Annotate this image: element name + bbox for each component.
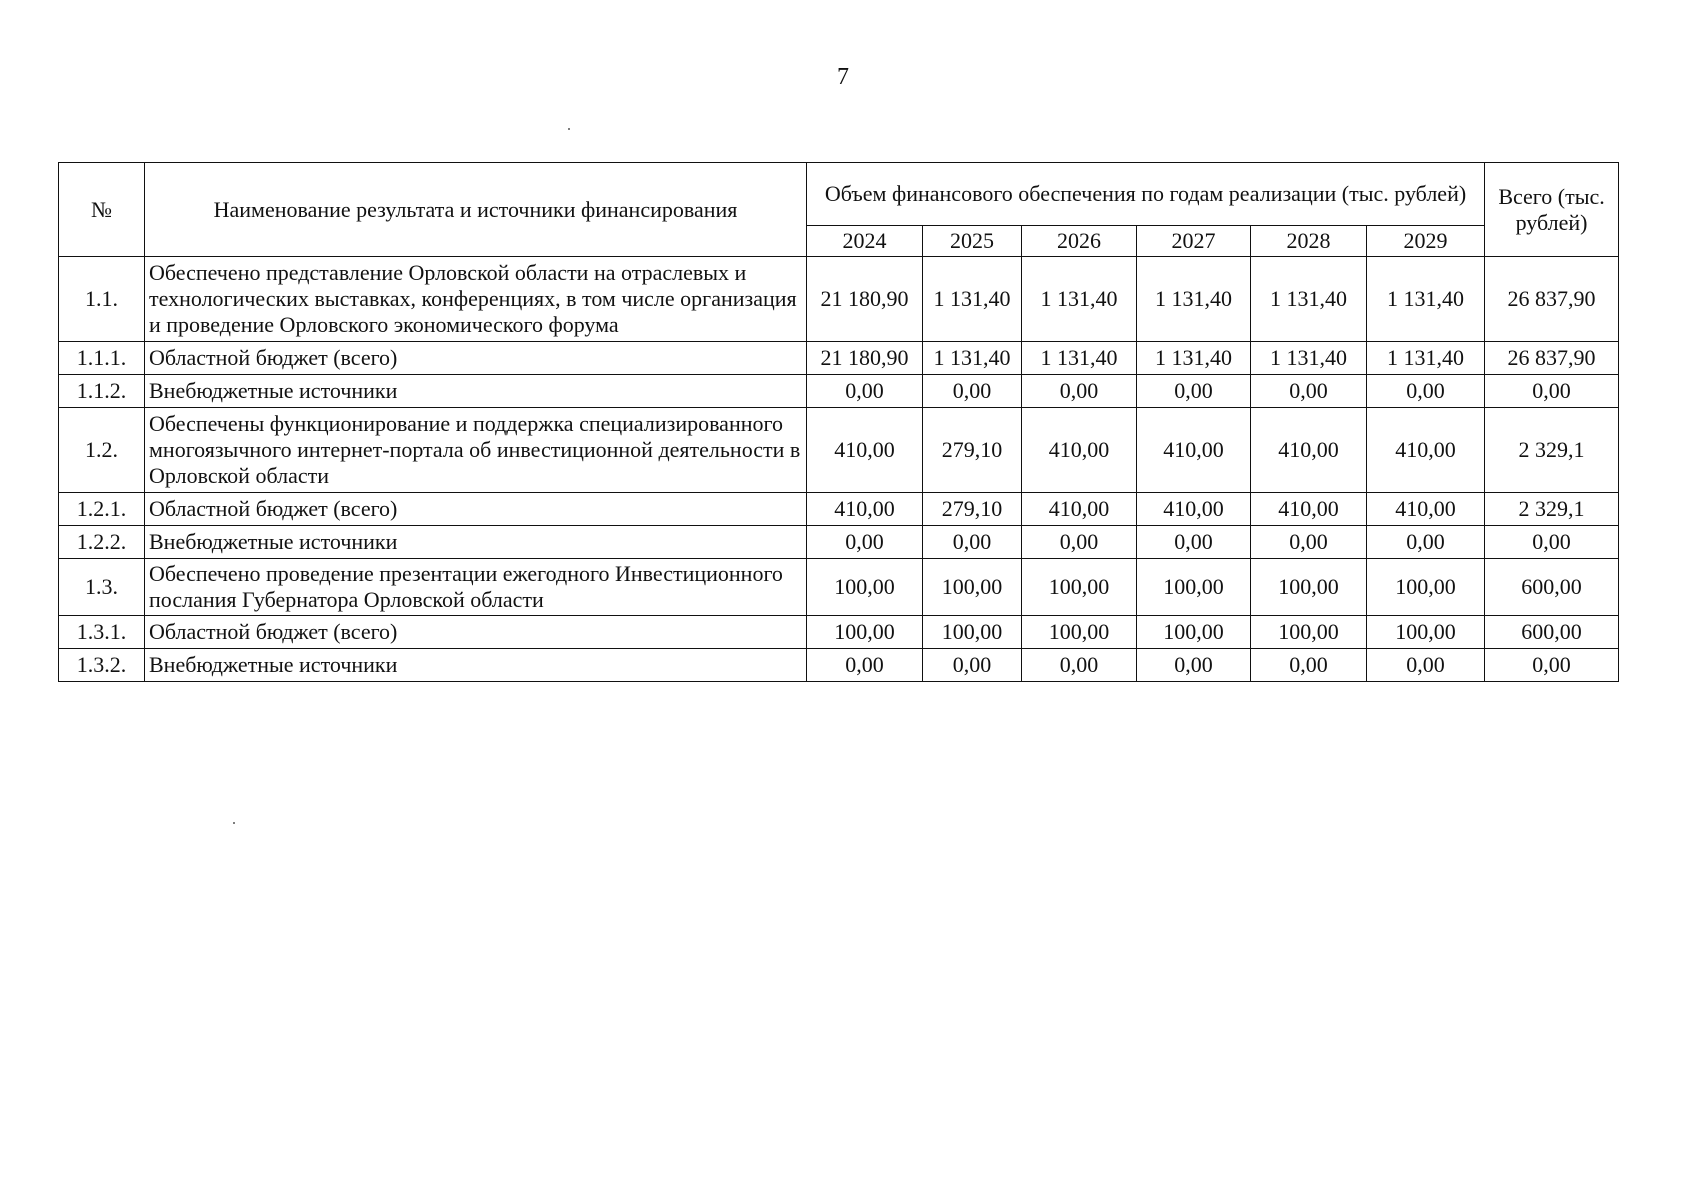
value-cell: 100,00 [1367, 616, 1485, 649]
page-number: 7 [837, 64, 849, 90]
value-cell: 100,00 [807, 616, 923, 649]
value-cell: 100,00 [807, 559, 923, 616]
header-year: 2028 [1251, 226, 1367, 257]
header-name: Наименование результата и источники финансирования [145, 163, 807, 257]
value-cell: 1 131,40 [1251, 342, 1367, 375]
header-year: 2025 [923, 226, 1022, 257]
scan-speck [568, 128, 570, 130]
value-cell: 410,00 [1367, 493, 1485, 526]
value-cell: 410,00 [1251, 493, 1367, 526]
value-cell: 0,00 [923, 375, 1022, 408]
header-year: 2024 [807, 226, 923, 257]
value-cell: 410,00 [807, 408, 923, 493]
total-cell: 600,00 [1485, 616, 1619, 649]
value-cell: 279,10 [923, 408, 1022, 493]
row-name: Областной бюджет (всего) [145, 342, 807, 375]
value-cell: 100,00 [1251, 559, 1367, 616]
value-cell: 0,00 [1137, 526, 1251, 559]
row-name: Обеспечено представление Орловской области на отраслевых и технологических выставках, конференциях, в том числе организация и проведение Орловского экономического форума [145, 257, 807, 342]
table-row [59, 342, 1619, 375]
total-cell: 26 837,90 [1485, 257, 1619, 342]
row-name: Областной бюджет (всего) [145, 493, 807, 526]
value-cell: 410,00 [1137, 408, 1251, 493]
row-name: Обеспечено проведение презентации ежегодного Инвестиционного послания Губернатора Орловской области [145, 559, 807, 616]
total-cell: 2 329,1 [1485, 493, 1619, 526]
value-cell: 1 131,40 [923, 342, 1022, 375]
value-cell: 1 131,40 [1367, 342, 1485, 375]
value-cell: 1 131,40 [1367, 257, 1485, 342]
value-cell: 0,00 [1251, 526, 1367, 559]
value-cell: 0,00 [1022, 526, 1137, 559]
value-cell: 100,00 [1022, 559, 1137, 616]
total-cell: 0,00 [1485, 375, 1619, 408]
row-name: Обеспечены функционирование и поддержка специализированного многоязычного интернет-портала об инвестиционной деятельности в Орловской области [145, 408, 807, 493]
row-number: 1.3.2. [59, 649, 145, 682]
value-cell: 100,00 [923, 559, 1022, 616]
total-cell: 0,00 [1485, 526, 1619, 559]
table-row [59, 649, 1619, 682]
row-number: 1.2.1. [59, 493, 145, 526]
value-cell: 100,00 [1137, 559, 1251, 616]
value-cell: 0,00 [807, 526, 923, 559]
row-number: 1.1.2. [59, 375, 145, 408]
row-number: 1.1.1. [59, 342, 145, 375]
row-name: Внебюджетные источники [145, 526, 807, 559]
total-cell: 600,00 [1485, 559, 1619, 616]
row-number: 1.3.1. [59, 616, 145, 649]
total-cell: 2 329,1 [1485, 408, 1619, 493]
value-cell: 410,00 [1022, 493, 1137, 526]
value-cell: 100,00 [1251, 616, 1367, 649]
value-cell: 0,00 [1367, 375, 1485, 408]
total-cell: 26 837,90 [1485, 342, 1619, 375]
value-cell: 21 180,90 [807, 342, 923, 375]
total-cell: 0,00 [1485, 649, 1619, 682]
value-cell: 0,00 [807, 375, 923, 408]
scan-speck [233, 822, 235, 824]
row-name: Внебюджетные источники [145, 375, 807, 408]
row-number: 1.2.2. [59, 526, 145, 559]
value-cell: 0,00 [923, 649, 1022, 682]
table-row [59, 408, 1619, 493]
value-cell: 0,00 [923, 526, 1022, 559]
value-cell: 410,00 [807, 493, 923, 526]
row-name: Внебюджетные источники [145, 649, 807, 682]
table-row [59, 493, 1619, 526]
value-cell: 0,00 [1367, 526, 1485, 559]
value-cell: 410,00 [1251, 408, 1367, 493]
financing-table [58, 162, 1619, 682]
row-number: 1.1. [59, 257, 145, 342]
value-cell: 410,00 [1367, 408, 1485, 493]
value-cell: 410,00 [1022, 408, 1137, 493]
table-row [59, 616, 1619, 649]
value-cell: 21 180,90 [807, 257, 923, 342]
table-row [59, 526, 1619, 559]
value-cell: 0,00 [1022, 649, 1137, 682]
value-cell: 1 131,40 [1137, 342, 1251, 375]
value-cell: 100,00 [1022, 616, 1137, 649]
row-number: 1.2. [59, 408, 145, 493]
value-cell: 1 131,40 [1251, 257, 1367, 342]
header-year: 2027 [1137, 226, 1251, 257]
header-year: 2029 [1367, 226, 1485, 257]
value-cell: 100,00 [1137, 616, 1251, 649]
table-row [59, 559, 1619, 616]
value-cell: 0,00 [1137, 649, 1251, 682]
header-row-top [59, 163, 1619, 226]
value-cell: 1 131,40 [1022, 342, 1137, 375]
header-years-group: Объем финансового обеспечения по годам реализации (тыс. рублей) [807, 163, 1485, 226]
value-cell: 100,00 [923, 616, 1022, 649]
table-row [59, 375, 1619, 408]
value-cell: 0,00 [1137, 375, 1251, 408]
value-cell: 0,00 [1251, 375, 1367, 408]
table-row [59, 257, 1619, 342]
header-total: Всего (тыс. рублей) [1485, 163, 1619, 257]
value-cell: 1 131,40 [1022, 257, 1137, 342]
value-cell: 0,00 [807, 649, 923, 682]
value-cell: 1 131,40 [1137, 257, 1251, 342]
row-number: 1.3. [59, 559, 145, 616]
value-cell: 1 131,40 [923, 257, 1022, 342]
row-name: Областной бюджет (всего) [145, 616, 807, 649]
value-cell: 100,00 [1367, 559, 1485, 616]
value-cell: 410,00 [1137, 493, 1251, 526]
value-cell: 0,00 [1022, 375, 1137, 408]
header-num: № [59, 163, 145, 257]
header-year: 2026 [1022, 226, 1137, 257]
value-cell: 0,00 [1251, 649, 1367, 682]
value-cell: 279,10 [923, 493, 1022, 526]
value-cell: 0,00 [1367, 649, 1485, 682]
